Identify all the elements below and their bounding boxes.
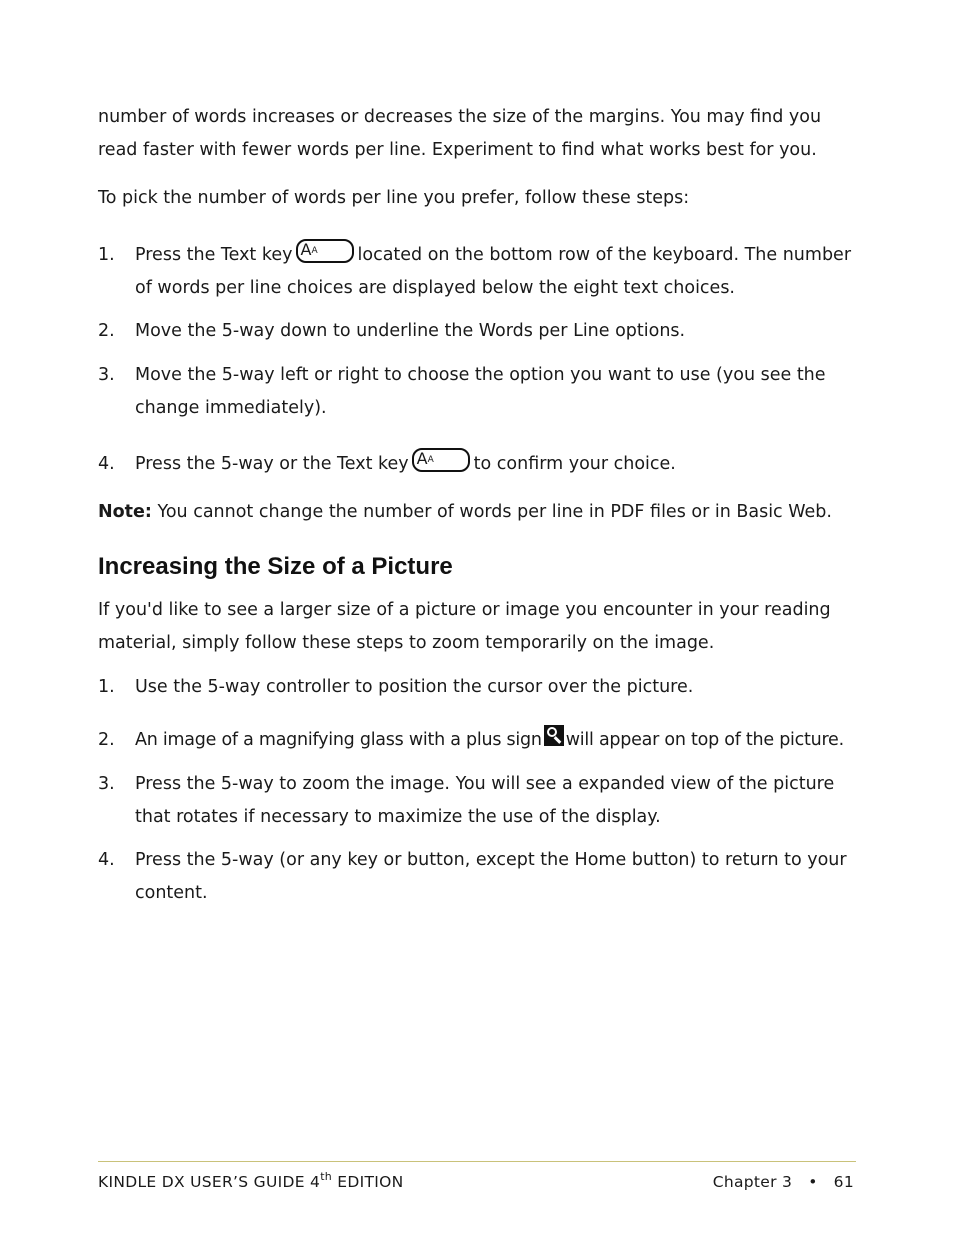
handle-shape [553, 736, 561, 744]
step-text: Press the 5-way (or any key or button, except the Home button) to return to your content. [135, 850, 847, 903]
intro-paragraph-1: number of words increases or decreases the size of the margins. You may find you read faster with fewer words per line. Experiment to find what works best for you. [98, 107, 822, 160]
section-heading: Increasing the Size of a Picture [98, 553, 453, 580]
text-key-icon [296, 239, 354, 263]
intro-paragraph-2: To pick the number of words per line you prefer, follow these steps: [98, 188, 690, 208]
text-key-icon [412, 448, 470, 472]
text-key-glyph-large: A [416, 449, 428, 468]
step-text-after: to confirm your choice. [473, 454, 676, 474]
step-text: Press the 5-way to zoom the image. You will see a expanded view of the picture that rotates if necessary to maximize the use of the display. [135, 774, 835, 827]
footer-guide-prefix: KINDLE DX USER’S GUIDE 4 [98, 1173, 321, 1191]
step-number: 4. [98, 454, 115, 474]
note-text: You cannot change the number of words per line in PDF files or in Basic Web. [151, 502, 832, 522]
step-text: Use the 5-way controller to position the cursor over the picture. [135, 677, 694, 697]
footer-page-number: 61 [833, 1173, 854, 1191]
footer-page-info [713, 1167, 854, 1197]
step-text [135, 239, 858, 305]
step-text-before: Press the 5-way or the Text key [135, 454, 409, 474]
step-text-after: located on the bottom row of the keyboard. The number of words per line choices are displayed below the eight text choices. [135, 245, 852, 298]
step-number: 1. [98, 245, 115, 265]
step-text-after: will appear on top of the picture. [565, 730, 844, 750]
note-label: Note: [98, 502, 152, 522]
step-text [135, 448, 858, 481]
text-key-glyph-small: A [427, 455, 434, 465]
step-number: 3. [98, 774, 115, 794]
step-number: 2. [98, 321, 115, 341]
step-text [135, 724, 858, 757]
step-text: Move the 5-way left or right to choose the option you want to use (you see the change immediately). [135, 365, 826, 418]
footer-divider [98, 1161, 856, 1162]
step-text-before: Press the Text key [135, 245, 293, 265]
footer-guide-suffix: EDITION [332, 1173, 404, 1191]
step-number: 2. [98, 730, 115, 750]
section-paragraph: If you'd like to see a larger size of a picture or image you encounter in your reading material, simply follow these steps to zoom temporarily on the image. [98, 600, 831, 653]
text-key-glyph-large: A [300, 240, 312, 259]
step-number: 4. [98, 850, 115, 870]
step-text: Move the 5-way down to underline the Words per Line options. [135, 321, 686, 341]
footer-guide-sup: th [320, 1170, 333, 1183]
zoom-in-icon [544, 725, 564, 746]
step-number: 1. [98, 677, 115, 697]
text-key-glyph-small: A [311, 246, 318, 256]
step-number: 3. [98, 365, 115, 385]
step-text-before: An image of a magnifying glass with a plus sign [135, 730, 542, 750]
footer-separator: • [808, 1173, 818, 1191]
footer-chapter: Chapter 3 [712, 1173, 793, 1191]
footer-guide-title [98, 1167, 404, 1197]
note-paragraph [98, 496, 832, 529]
